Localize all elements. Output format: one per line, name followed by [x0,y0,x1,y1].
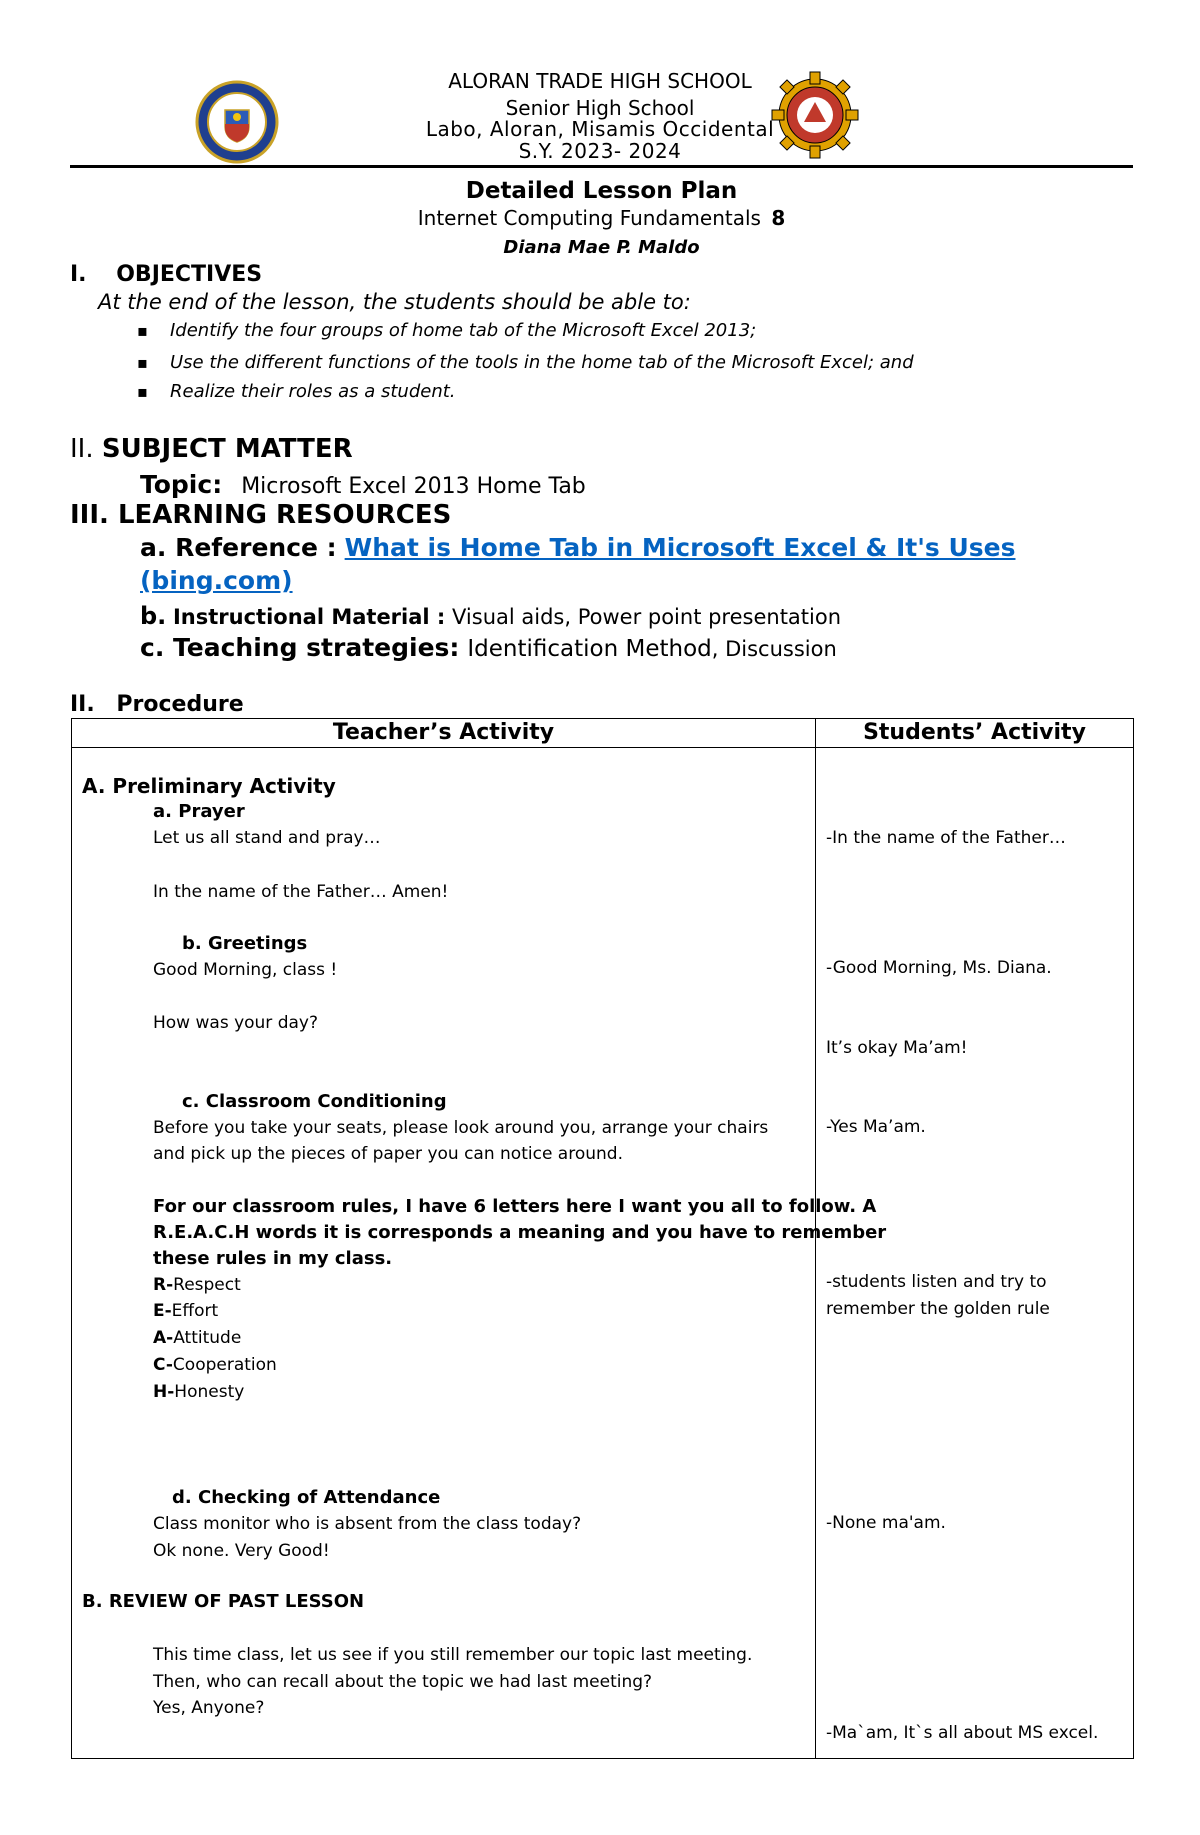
greetings-heading: b. Greetings [182,933,308,954]
col-teacher-header: Teacher’s Activity [72,719,816,748]
reach-word: Cooperation [172,1355,277,1375]
subject-name: Internet Computing Fundamentals [417,206,761,230]
reach-item [153,1328,241,1348]
material-label: Instructional Material : [172,605,446,629]
strategy-value2: , Discussion [711,637,837,661]
reach-word: Honesty [174,1382,245,1402]
subject-line [70,206,1133,230]
procedure-num: II. [70,692,95,717]
procedure-title: Procedure [116,692,244,717]
reach-letter: R- [153,1275,174,1295]
student-response: -Ma`am, It`s all about MS excel. [826,1723,1099,1743]
conditioning-heading: c. Classroom Conditioning [182,1091,447,1112]
reach-item [153,1382,244,1402]
procedure-table [71,718,1134,1759]
resources-heading: III. LEARNING RESOURCES [70,500,452,530]
student-response: It’s okay Ma’am! [826,1038,968,1058]
reach-item [153,1275,241,1295]
topic-value: Microsoft Excel 2013 Home Tab [241,474,586,499]
objectives-intro: At the end of the lesson, the students should be able to: [98,290,691,314]
attendance-heading: d. Checking of Attendance [172,1487,441,1508]
reference-line [140,533,1015,562]
material-value: Visual aids, Power point presentation [452,605,842,629]
review-line-1: This time class, let us see if you still remember our topic last meeting. [153,1645,753,1665]
prayer-line-1: Let us all stand and pray… [153,828,381,848]
rules-line-2: R.E.A.C.H words it is corresponds a meaning and you have to remember [153,1222,887,1243]
attendance-line-2: Ok none. Very Good! [153,1541,330,1561]
reference-label: a. Reference : [140,533,337,562]
reach-letter: H- [153,1382,175,1402]
reach-word: Attitude [173,1328,242,1348]
review-heading: B. REVIEW OF PAST LESSON [82,1591,365,1612]
student-response: -Yes Ma’am. [826,1117,926,1137]
strategy-label: c. Teaching strategies: [140,633,460,662]
student-response: -None ma'am. [826,1513,946,1533]
doc-type: Detailed Lesson Plan [465,178,738,204]
procedure-heading [70,692,244,717]
reach-letter: E- [153,1301,172,1321]
subject-matter-heading [70,434,353,464]
attendance-line-1: Class monitor who is absent from the class today? [153,1514,582,1534]
reach-word: Respect [173,1275,241,1295]
header-divider [70,165,1133,168]
student-response: -In the name of the Father… [826,828,1066,848]
student-response: -Good Morning, Ms. Diana. [826,958,1052,978]
school-name: ALORAN TRADE HIGH SCHOOL [448,69,752,93]
rules-line-1: For our classroom rules, I have 6 letters here I want you all to follow. A [153,1196,877,1217]
objective-item: ▪ Realize their roles as a student. [170,381,456,402]
objectives-title: OBJECTIVES [116,262,263,287]
prayer-heading: a. Prayer [153,801,245,822]
reference-link-domain[interactable]: (bing.com) [140,566,293,595]
reference-link[interactable]: What is Home Tab in Microsoft Excel & It's Uses [344,533,1016,562]
subject-matter-num: II. [70,434,94,464]
subject-matter-title: SUBJECT MATTER [101,434,353,464]
review-line-2: Then, who can recall about the topic we had last meeting? [153,1672,653,1692]
objective-item: ▪ Use the different functions of the tools in the home tab of the Microsoft Excel; and [170,352,914,373]
reach-word: Effort [171,1301,219,1321]
student-response: -students listen and try to [826,1272,1047,1292]
reach-letter: C- [153,1355,173,1375]
strategy-line [140,633,837,662]
conditioning-line-1: Before you take your seats, please look around you, arrange your chairs [153,1118,769,1138]
greetings-line-2: How was your day? [153,1013,318,1033]
objectives-heading [70,262,262,287]
reach-item [153,1301,218,1321]
reach-item [153,1355,277,1375]
topic-line [140,470,586,499]
prayer-line-2: In the name of the Father… Amen! [153,882,449,902]
student-response: remember the golden rule [826,1299,1050,1319]
topic-label: Topic: [140,470,223,499]
rules-line-3: these rules in my class. [153,1248,393,1269]
col-students-header: Students’ Activity [816,719,1134,748]
reach-letter: A- [153,1328,174,1348]
objective-item: ▪ Identify the four groups of home tab of the Microsoft Excel 2013; [170,320,756,341]
prelim-heading: A. Preliminary Activity [82,774,336,798]
objectives-num: I. [70,262,87,287]
material-line [140,602,841,630]
strategy-value: Identification Method [467,636,712,662]
school-address: Labo, Aloran, Misamis Occidental [425,117,775,141]
school-level: Senior High School [505,96,695,120]
school-year: S.Y. 2023- 2024 [518,139,682,163]
students-activity-cell [816,748,1134,1759]
conditioning-line-2: and pick up the pieces of paper you can notice around. [153,1144,623,1164]
material-prefix: b. [140,602,167,630]
review-line-3: Yes, Anyone? [153,1698,265,1718]
grade: 8 [771,206,786,230]
reference-link-cont [140,566,293,595]
deped-seal-icon [195,80,279,164]
teacher-name: Diana Mae P. Maldo [503,237,700,258]
greetings-line-1: Good Morning, class ! [153,960,338,980]
